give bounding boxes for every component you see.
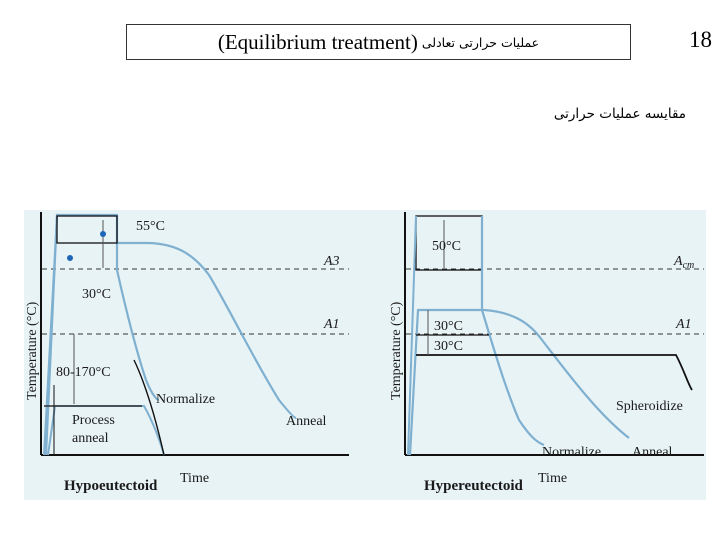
left-marker-top — [100, 231, 106, 237]
left-label-process: Process — [72, 413, 115, 428]
left-label-anneal-2: anneal — [72, 431, 109, 446]
left-annotation-80-170: 80-170°C — [56, 365, 111, 380]
left-caption: Hypoeutectoid — [64, 478, 158, 494]
right-caption: Hypereutectoid — [424, 478, 523, 494]
heat-treatment-svg — [24, 210, 706, 500]
left-label-normalize: Normalize — [156, 392, 216, 407]
left-annotation-55: 55°C — [136, 219, 165, 234]
slide-number: 18 — [689, 27, 712, 52]
left-y-label: Temperature (°C) — [25, 301, 40, 400]
right-x-label: Time — [538, 471, 568, 486]
left-austenite-box — [57, 216, 117, 243]
right-annotation-30-upper: 30°C — [434, 319, 463, 334]
left-label-a3: A3 — [324, 254, 340, 269]
left-normalize-curve — [117, 243, 159, 400]
right-annotation-30-lower: 30°C — [434, 339, 463, 354]
hypereutectoid-panel — [389, 212, 704, 494]
title-box — [126, 24, 631, 60]
hypoeutectoid-panel — [25, 212, 349, 494]
right-label-normalize: Normalize — [542, 445, 602, 460]
title-english: (Equilibrium treatment) — [217, 29, 418, 54]
left-x-label: Time — [180, 471, 210, 486]
right-spheroidize-curve — [416, 355, 692, 390]
left-label-anneal: Anneal — [286, 414, 327, 429]
left-label-process-anneal — [72, 413, 118, 446]
right-label-acm: $A_{cm}$ — [674, 254, 695, 271]
subtitle: مقایسه عملیات حرارتی — [553, 106, 686, 122]
title-persian: عملیات حرارتی تعادلی — [421, 34, 540, 50]
left-marker-mid — [67, 255, 73, 261]
right-label-spheroidize: Spheroidize — [616, 399, 683, 414]
left-annotation-30: 30°C — [82, 287, 111, 302]
right-label-anneal: Anneal — [632, 445, 673, 460]
right-label-a1: A1 — [676, 317, 692, 332]
right-y-label: Temperature (°C) — [389, 301, 404, 400]
left-heating-line — [44, 215, 57, 455]
heat-treatment-figure — [24, 210, 706, 500]
right-annotation-50: 50°C — [432, 239, 461, 254]
left-label-a1: A1 — [324, 317, 340, 332]
